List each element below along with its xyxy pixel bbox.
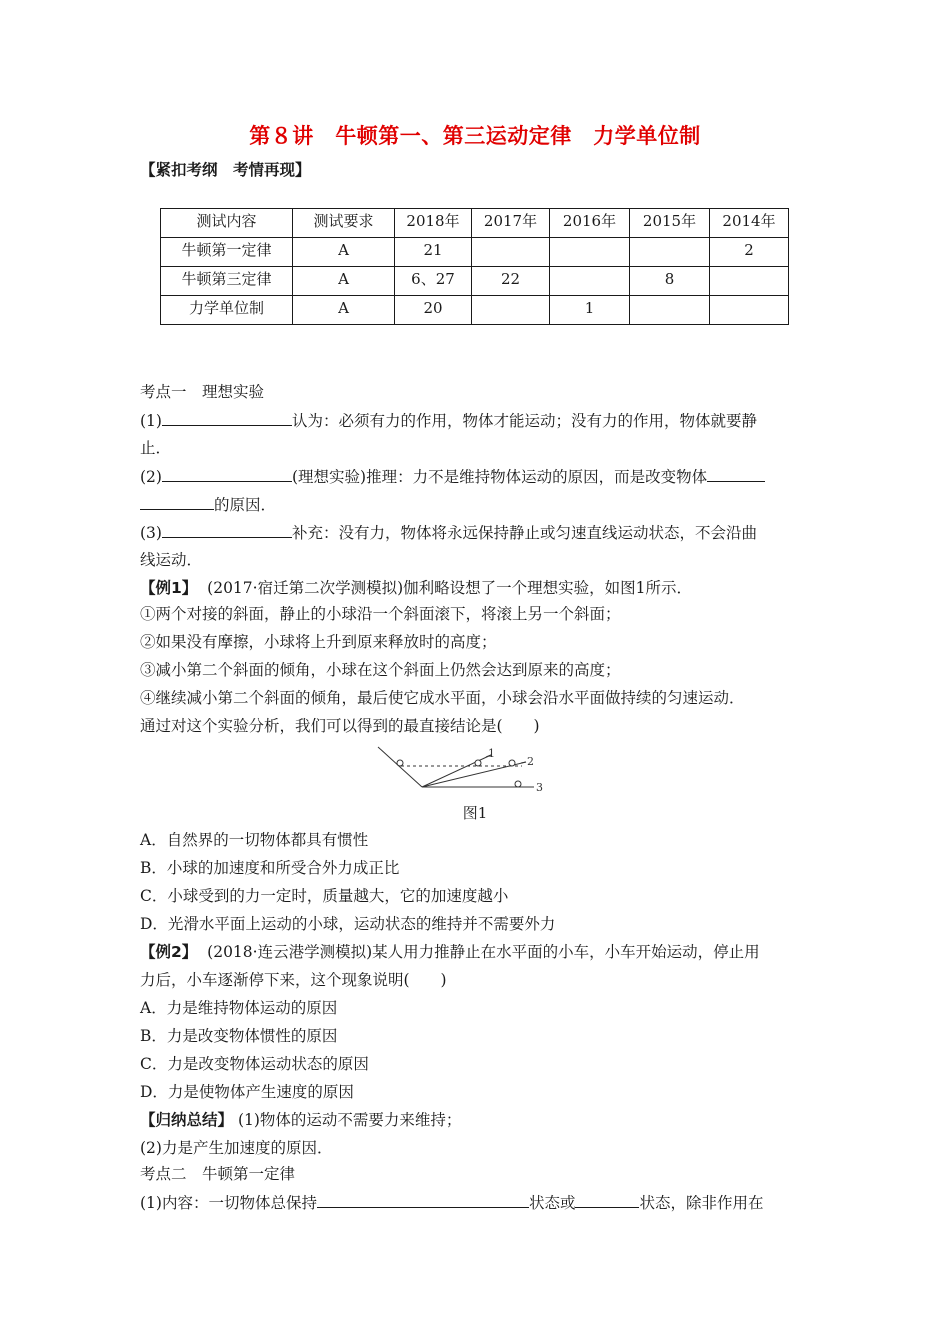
example-text: (2017·宿迁第二次学测模拟)伽利略设想了一个理想实验，如图1所示． (207, 579, 692, 597)
option-b: B．力是改变物体惯性的原因 (140, 1027, 338, 1045)
section1-item3 (140, 522, 757, 543)
answer-blank (575, 1192, 639, 1208)
item-text: 的原因． (214, 496, 277, 514)
table-cell (710, 296, 789, 325)
table-header-row (161, 209, 789, 238)
example-text: (2018·连云港学测模拟)某人用力推静止在水平面的小车，小车开始运动，停止用 (207, 943, 760, 961)
table-cell: 2 (710, 238, 789, 267)
summary-text: (1)物体的运动不需要力来维持； (237, 1111, 462, 1129)
table-cell (630, 296, 710, 325)
option-d: D．力是使物体产生速度的原因 (140, 1083, 354, 1101)
option-b: B．小球的加速度和所受合外力成正比 (140, 859, 400, 877)
option-c: C．小球受到的力一定时，质量越大，它的加速度越小 (140, 887, 509, 905)
table-row (161, 296, 789, 325)
example1-step: ①两个对接的斜面，静止的小球沿一个斜面滚下，将滚上另一个斜面； (140, 605, 621, 623)
page-title: 第８讲 牛顿第一、第三运动定律 力学单位制 (249, 124, 701, 148)
example1-question: 通过对这个实验分析，我们可以得到的最直接结论是( ) (140, 717, 540, 735)
section2-item1 (140, 1192, 764, 1213)
item-text: 状态，除非作用在 (639, 1194, 764, 1212)
item-text: 状态或 (528, 1194, 576, 1212)
example2-stem-cont: 力后，小车逐渐停下来，这个现象说明( ) (140, 971, 447, 989)
table-header-cell: 测试要求 (293, 209, 395, 238)
table-cell (472, 296, 550, 325)
section1-heading: 考点一 理想实验 (140, 383, 265, 401)
syllabus-heading: 【紧扣考纲 考情再现】 (140, 161, 311, 179)
incline-figure (374, 745, 554, 797)
answer-blank (707, 466, 765, 482)
table-cell: A (293, 238, 395, 267)
table-cell (630, 238, 710, 267)
item-text: (1)内容：一切物体总保持 (140, 1194, 317, 1212)
table-cell: 力学单位制 (161, 296, 293, 325)
item-number: (2) (140, 468, 162, 486)
table-cell: A (293, 296, 395, 325)
table-cell: 牛顿第一定律 (161, 238, 293, 267)
example1-step: ②如果没有摩擦，小球将上升到原来释放时的高度； (140, 633, 497, 651)
section1-item3-cont: 线运动． (140, 551, 203, 569)
syllabus-table (160, 208, 789, 325)
example-label: 【例1】 (140, 579, 198, 597)
ball-on-plane (515, 781, 521, 787)
table-cell (550, 267, 630, 296)
table-header-cell: 2017年 (472, 209, 550, 238)
section1-item2-cont (140, 494, 276, 515)
section2-heading: 考点二 牛顿第一定律 (140, 1165, 296, 1183)
table-cell: 6、27 (395, 267, 472, 296)
section1-item2 (140, 466, 765, 487)
answer-blank (140, 494, 214, 510)
table-row (161, 238, 789, 267)
section1-item1-cont: 止． (140, 439, 172, 457)
table-header-cell: 2014年 (710, 209, 789, 238)
table-cell: A (293, 267, 395, 296)
answer-blank (162, 410, 292, 426)
option-a: A．力是维持物体运动的原因 (140, 999, 338, 1017)
item-text: 认为：必须有力的作用，物体才能运动；没有力的作用，物体就要静 (291, 412, 757, 430)
item-text: 补充：没有力，物体将永远保持静止或匀速直线运动状态，不会沿曲 (291, 524, 757, 542)
summary-line1 (140, 1110, 461, 1130)
figure-label-3: 3 (536, 781, 543, 794)
ball-start (397, 760, 403, 766)
table-cell (550, 238, 630, 267)
figure-label-1: 1 (488, 747, 495, 760)
item-number: (3) (140, 524, 162, 542)
table-cell: 20 (395, 296, 472, 325)
table-cell: 1 (550, 296, 630, 325)
ball-on-incline-2 (509, 760, 515, 766)
answer-blank (162, 522, 292, 538)
table-cell (472, 238, 550, 267)
option-d: D．光滑水平面上运动的小球，运动状态的维持并不需要外力 (140, 915, 556, 933)
summary-line2: (2)力是产生加速度的原因． (140, 1139, 333, 1157)
incline-line-1 (422, 755, 491, 787)
table-cell: 牛顿第三定律 (161, 267, 293, 296)
example2-stem (140, 942, 760, 962)
table-header-cell: 2015年 (630, 209, 710, 238)
table-cell: 21 (395, 238, 472, 267)
table-cell (710, 267, 789, 296)
figure-label-2: 2 (527, 755, 534, 768)
table-row (161, 267, 789, 296)
table-header-cell: 2016年 (550, 209, 630, 238)
summary-label: 【归纳总结】 (140, 1111, 234, 1129)
section1-item1 (140, 410, 757, 431)
ball-on-incline-1 (475, 760, 481, 766)
first-incline (378, 747, 422, 787)
table-cell: 8 (630, 267, 710, 296)
option-a: A．自然界的一切物体都具有惯性 (140, 831, 369, 849)
example1-step: ④继续减小第二个斜面的倾角，最后使它成水平面，小球会沿水平面做持续的匀速运动． (140, 689, 745, 707)
example-label: 【例2】 (140, 943, 198, 961)
label-leader-2 (521, 762, 526, 763)
answer-blank (317, 1192, 529, 1208)
table-header-cell: 测试内容 (161, 209, 293, 238)
item-text: (理想实验)推理：力不是维持物体运动的原因，而是改变物体 (291, 468, 708, 486)
figure-caption: 图1 (462, 804, 488, 822)
example1-stem (140, 578, 692, 598)
item-number: (1) (140, 412, 162, 430)
answer-blank (162, 466, 292, 482)
table-header-cell: 2018年 (395, 209, 472, 238)
example1-step: ③减小第二个斜面的倾角，小球在这个斜面上仍然会达到原来的高度； (140, 661, 621, 679)
table-cell: 22 (472, 267, 550, 296)
option-c: C．力是改变物体运动状态的原因 (140, 1055, 369, 1073)
